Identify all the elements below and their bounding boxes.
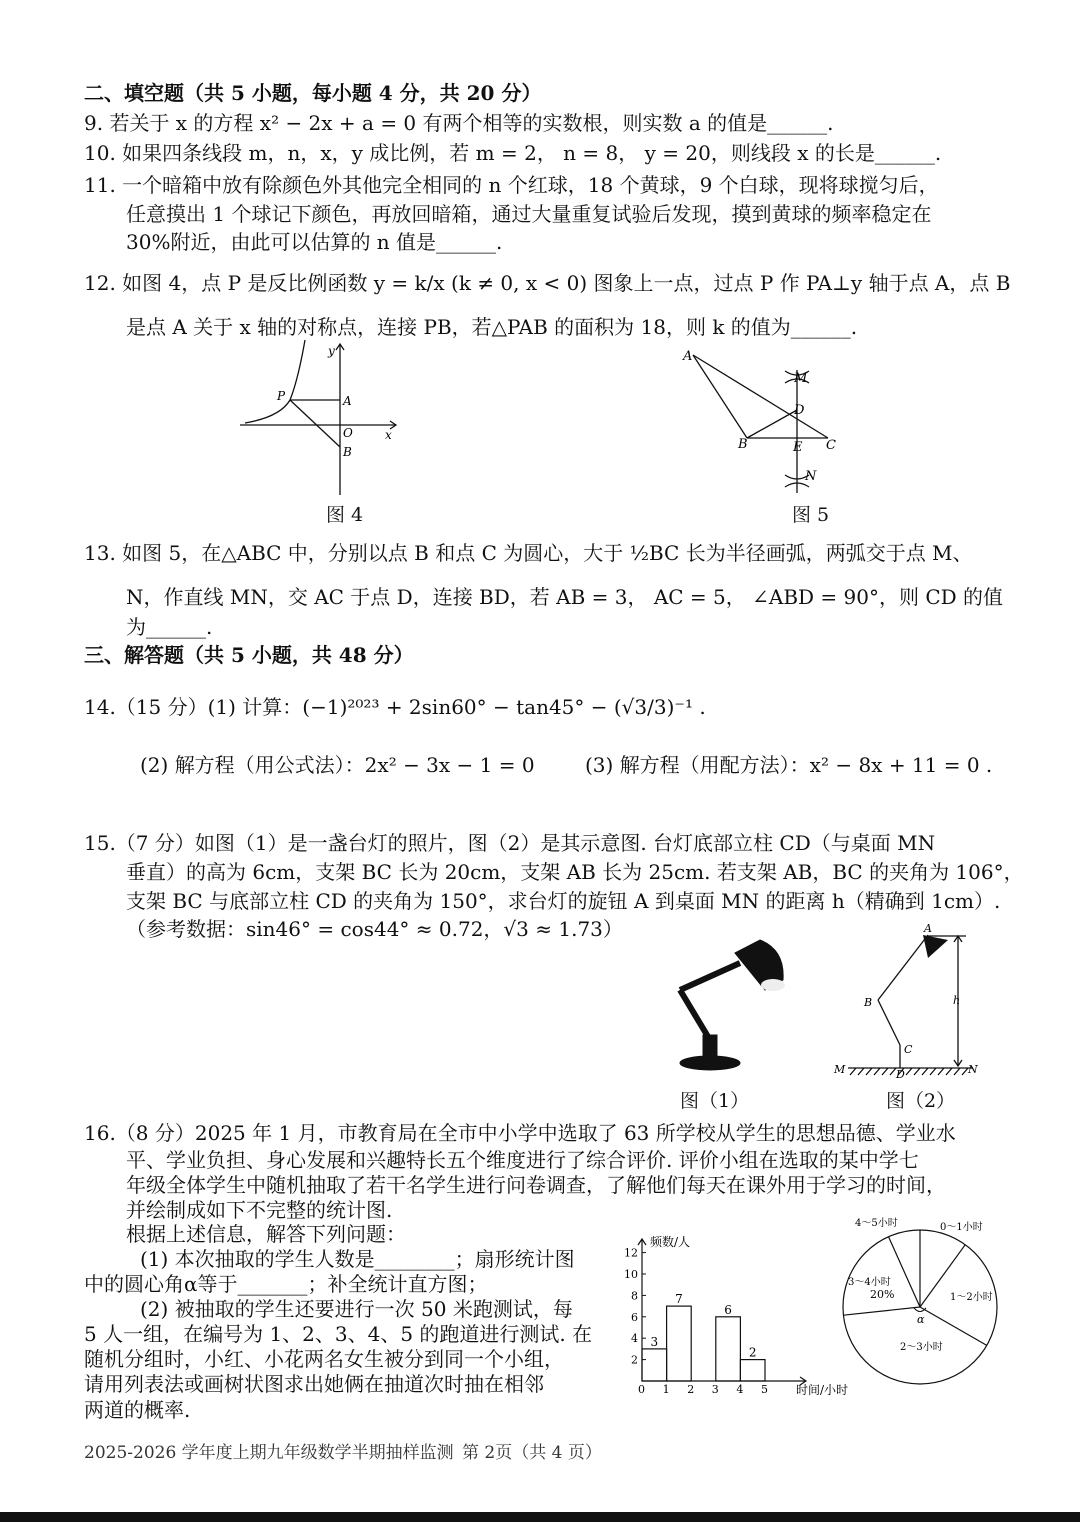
pie-slice-edge <box>843 1307 920 1315</box>
question-11-line: 任意摸出 1 个球记下颜色，再放回暗箱，通过大量重复试验后发现，摸到黄球的频率稳定在 <box>126 202 932 226</box>
section-heading-fill-in: 二、填空题（共 5 小题，每小题 4 分，共 20 分） <box>84 81 542 105</box>
pie-slice-label: 4～5小时 <box>855 1218 898 1229</box>
fig5-label-b: B <box>738 437 748 452</box>
question-16-part-2-line: 两道的概率. <box>84 1398 191 1422</box>
question-16-part-2: (2) 被抽取的学生还要进行一次 50 米跑测试，每 <box>140 1297 573 1321</box>
question-13: 13. 如图 5，在△ABC 中，分别以点 B 和点 C 为圆心，大于 ½BC 长为半径画弧，两弧交于点 M、 <box>84 541 973 565</box>
lamp-schematic <box>828 920 988 1080</box>
figure-15-1-caption: 图（1） <box>680 1090 750 1112</box>
x-tick-label: 4 <box>736 1383 744 1396</box>
schematic-label-d: D <box>896 1068 905 1080</box>
pie-slice-label: 0～1小时 <box>940 1222 983 1233</box>
question-16-prompt: 根据上述信息，解答下列问题： <box>126 1222 406 1246</box>
figure-15-2-caption: 图（2） <box>886 1090 956 1112</box>
question-9: 9. 若关于 x 的方程 x² − 2x + a = 0 有两个相等的实数根，则实数 a 的值是______. <box>84 111 834 135</box>
question-15-line: 垂直）的高为 6cm，支架 BC 长为 20cm，支架 AB 长为 25cm. 若支架 AB，BC 的夹角为 106°， <box>126 860 1024 884</box>
question-12: 12. 如图 4，点 P 是反比例函数 y = k/x (k ≠ 0, x < 0) 图象上一点，过点 P 作 PA⊥y 轴于点 A，点 B <box>84 271 1011 295</box>
question-16-line: 平、学业负担、身心发展和兴趣特长五个维度进行了综合评价. 评价小组在选取的某中学七 <box>126 1148 919 1172</box>
figure-4 <box>230 335 410 500</box>
footer-page-number: 第 2页（共 4 页） <box>462 1443 602 1463</box>
question-16-part-2-line: 请用列表法或画树状图求出她俩在抽道次时抽在相邻 <box>84 1372 544 1396</box>
y-tick-label: 4 <box>631 1332 638 1346</box>
question-16-line: 年级全体学生中随机抽取了若干名学生进行问卷调查，了解他们每天在课外用于学习的时间， <box>126 1173 946 1197</box>
y-tick-label: 12 <box>624 1246 638 1260</box>
bar-value-label: 2 <box>748 1345 757 1360</box>
histogram-bar <box>667 1306 692 1381</box>
fig4-label-b: B <box>343 445 352 459</box>
histogram-bar <box>642 1349 667 1381</box>
bar-value-label: 3 <box>650 1334 659 1349</box>
bottom-border <box>0 1512 1080 1522</box>
question-16-part-2-line: 5 人一组，在编号为 1、2、3、4、5 的跑道进行测试. 在 <box>84 1322 593 1346</box>
fig5-label-e: E <box>793 440 803 455</box>
question-13-line: N，作直线 MN，交 AC 于点 D，连接 BD，若 AB = 3， AC = 5， ∠ABD = 90°，则 CD 的值 <box>126 585 1004 609</box>
pie-slice-label: 1～2小时 <box>950 1292 993 1303</box>
question-16-part-2-line: 随机分组时，小红、小花两名女生被分到同一个小组， <box>84 1347 564 1371</box>
y-tick-label: 6 <box>631 1310 638 1324</box>
fig4-label-x: x <box>385 428 392 442</box>
histogram-xlabel: 时间/小时 <box>796 1383 849 1397</box>
figure-5 <box>675 345 855 500</box>
y-tick-label: 8 <box>631 1289 638 1303</box>
bar-value-label: 6 <box>724 1302 732 1317</box>
x-tick-label: 2 <box>687 1383 695 1396</box>
schematic-label-c: C <box>904 1043 913 1056</box>
fig5-label-c: C <box>826 438 836 453</box>
question-15: 15.（7 分）如图（1）是一盏台灯的照片，图（2）是其示意图. 台灯底部立柱 CD（与桌面 MN <box>84 831 936 855</box>
schematic-label-n: N <box>968 1063 978 1076</box>
schematic-label-b: B <box>864 996 873 1009</box>
fig4-label-p: P <box>277 389 286 403</box>
schematic-label-m: M <box>834 1063 846 1076</box>
x-tick-label: 5 <box>761 1383 768 1396</box>
angle-alpha-label: α <box>917 1313 925 1326</box>
question-14: 14.（15 分）(1) 计算：(−1)²⁰²³ + 2sin60° − tan45° − (√3/3)⁻¹ . <box>84 695 706 719</box>
histogram-bar <box>716 1317 741 1381</box>
question-11: 11. 一个暗箱中放有除颜色外其他完全相同的 n 个红球，18 个黄球，9 个白球，现将球搅匀后， <box>84 173 939 197</box>
figure-5-caption: 图 5 <box>792 504 830 526</box>
fig4-label-o: O <box>343 426 353 440</box>
bar-value-label: 7 <box>675 1292 683 1307</box>
pie-percent-annotation: 20% <box>870 1288 895 1301</box>
question-16-line: 并绘制成如下不完整的统计图. <box>126 1198 393 1222</box>
figure-4-caption: 图 4 <box>326 504 364 526</box>
question-15-line: 支架 BC 与底部立柱 CD 的夹角为 150°，求台灯的旋钮 A 到桌面 MN 的距离 h（精确到 1cm）. <box>126 889 1001 913</box>
footer-exam-title: 2025-2026 学年度上期九年级数学半期抽样监测 <box>84 1443 454 1463</box>
question-10: 10. 如果四条线段 m，n，x，y 成比例，若 m = 2， n = 8， y = 20，则线段 x 的长是______. <box>84 141 942 165</box>
question-13-line: 为______. <box>126 615 213 639</box>
question-11-line: 30%附近，由此可以估算的 n 值是______. <box>126 230 503 254</box>
fig5-label-d: D <box>794 403 805 418</box>
question-16-part-1: (1) 本次抽取的学生人数是________；扇形统计图 <box>140 1247 575 1271</box>
histogram-ylabel: 频数/人 <box>650 1235 691 1249</box>
pie-slice-label: 2～3小时 <box>900 1342 943 1353</box>
section-heading-answers: 三、解答题（共 5 小题，共 48 分） <box>84 643 414 667</box>
y-tick-label: 10 <box>624 1268 638 1281</box>
question-16-part-1-line: 中的圆心角α等于_______；补全统计直方图； <box>84 1272 488 1296</box>
histogram-bar <box>740 1360 765 1381</box>
pie-slice-label: 3～4小时 <box>848 1277 891 1288</box>
angle-arc <box>914 1308 926 1312</box>
schematic-label-h: h <box>953 994 961 1007</box>
lamp-photo <box>665 935 795 1075</box>
pie-slice-edge <box>920 1307 987 1345</box>
fig5-label-m: M <box>794 371 808 386</box>
question-15-line: （参考数据：sin46° = cos44° ≈ 0.72，√3 ≈ 1.73） <box>126 917 623 941</box>
question-14-part-3: (3) 解方程（用配方法）：x² − 8x + 11 = 0 . <box>585 753 993 777</box>
fig5-label-a: A <box>683 349 693 364</box>
y-tick-label: 2 <box>631 1353 638 1367</box>
x-tick-label: 1 <box>662 1383 670 1396</box>
question-16: 16.（8 分）2025 年 1 月，市教育局在全市中小学中选取了 63 所学校从学生的思想品德、学业水 <box>84 1121 956 1145</box>
fig4-label-a: A <box>343 394 352 408</box>
question-12-line: 是点 A 关于 x 轴的对称点，连接 PB，若△PAB 的面积为 18，则 k 的值为______. <box>126 315 858 339</box>
schematic-label-a: A <box>924 922 932 935</box>
fig4-label-y: y <box>328 344 335 358</box>
pie-chart <box>830 1210 1010 1385</box>
x-tick-label: 0 <box>638 1383 645 1396</box>
fig5-label-n: N <box>805 469 817 484</box>
x-tick-label: 3 <box>711 1383 719 1396</box>
question-14-part-2: (2) 解方程（用公式法）：2x² − 3x − 1 = 0 <box>140 753 535 777</box>
